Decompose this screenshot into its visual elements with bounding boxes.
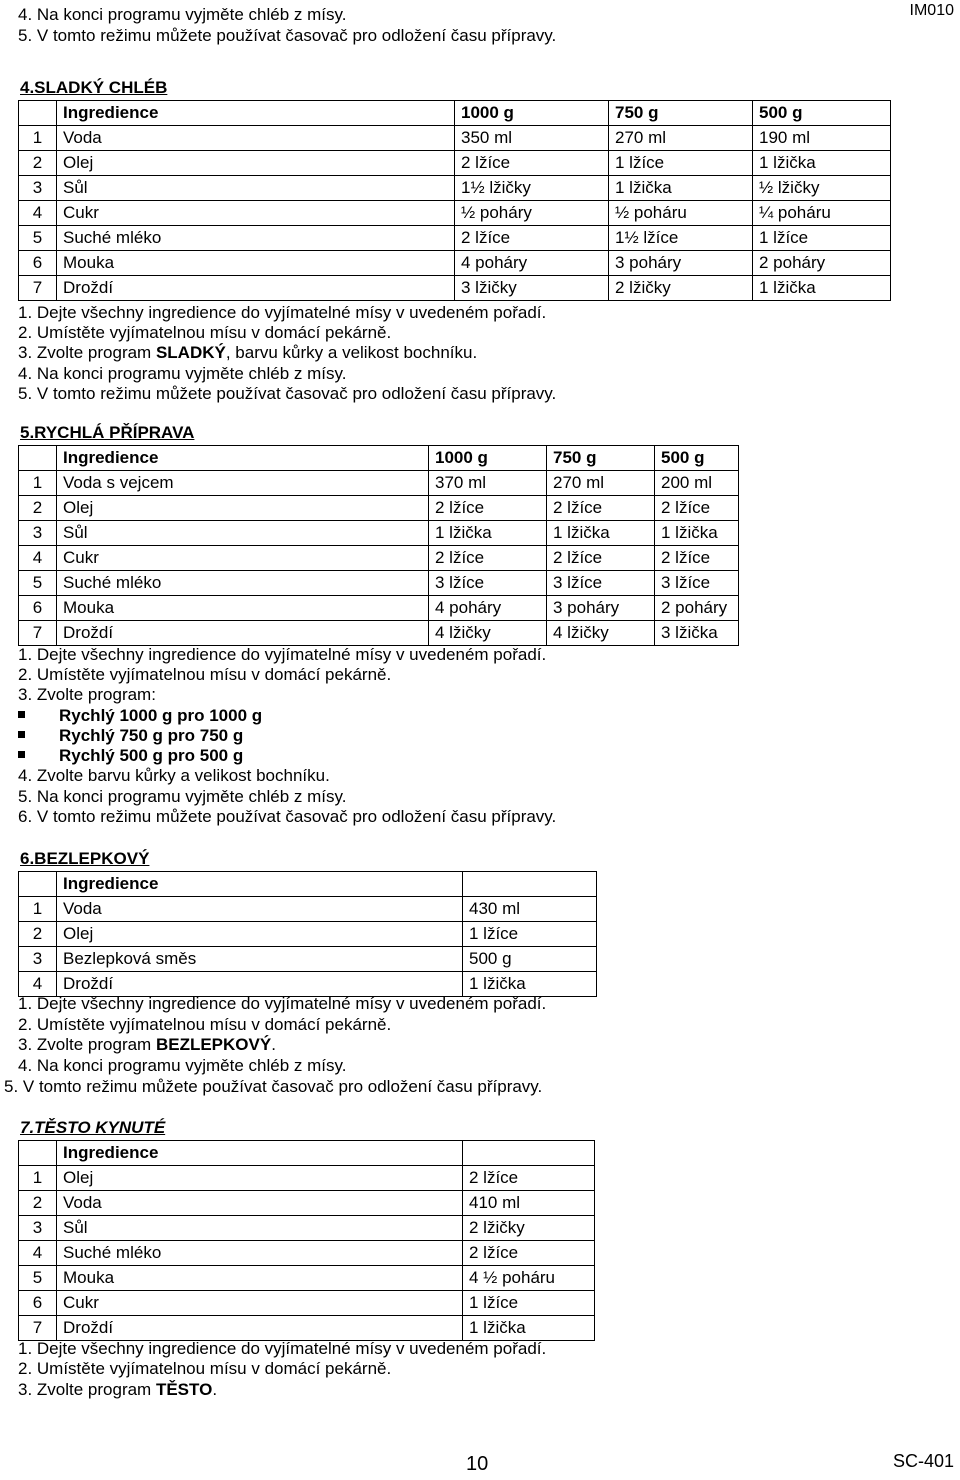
header-500g: 500 g (753, 101, 891, 126)
program-name: BEZLEPKOVÝ (155, 1035, 272, 1054)
table-row: 3 Sůl 1½ lžičky 1 lžička ½ lžičky (19, 176, 891, 201)
step-2: 2. Umístěte vyjímatelnou mísu v domácí pekárně. (18, 665, 392, 684)
step-1: 1. Dejte všechny ingredience do vyjímatelné mísy v uvedeném pořadí. (18, 1339, 547, 1358)
table-row: 3 Sůl 2 lžičky (19, 1216, 595, 1241)
table-row: 6 Cukr 1 lžíce (19, 1291, 595, 1316)
square-bullet-icon (18, 731, 25, 738)
square-bullet-icon (18, 751, 25, 758)
header-ingredients: Ingredience (57, 1141, 463, 1166)
section-title-quick: 5.RYCHLÁ PŘÍPRAVA (20, 423, 195, 442)
sweet-bread-table (18, 100, 891, 301)
section-title-dough: 7.TĚSTO KYNUTÉ (20, 1118, 166, 1137)
step-4: 4. Na konci programu vyjměte chléb z mísy. (18, 1056, 347, 1075)
table-row: 2 Olej 1 lžíce (19, 922, 597, 947)
header-500g: 500 g (655, 446, 739, 471)
table-row: 4 Cukr ½ poháry ½ poháru ¼ poháru (19, 201, 891, 226)
intro-step-4: 4. Na konci programu vyjměte chléb z mísy. (18, 5, 347, 24)
table-row: 4 Suché mléko 2 lžíce (19, 1241, 595, 1266)
table-row: 4 Droždí 1 lžička (19, 972, 597, 997)
square-bullet-icon (18, 711, 25, 718)
table-row: 5 Suché mléko 2 lžíce 1½ lžíce 1 lžíce (19, 226, 891, 251)
bullet-item: Rychlý 1000 g pro 1000 g (18, 706, 262, 726)
table-row: 1 Voda s vejcem 370 ml 270 ml 200 ml (19, 471, 739, 496)
step-2: 2. Umístěte vyjímatelnou mísu v domácí pekárně. (18, 323, 392, 342)
table-row: 2 Olej 2 lžíce 2 lžíce 2 lžíce (19, 496, 739, 521)
bullet-item: Rychlý 750 g pro 750 g (18, 726, 243, 746)
intro-step-5: 5. V tomto režimu můžete používat časovač pro odložení času přípravy. (18, 26, 557, 45)
step-3: 3. Zvolte program: (18, 685, 156, 704)
table-row: 4 Cukr 2 lžíce 2 lžíce 2 lžíce (19, 546, 739, 571)
table-row: 7 Droždí 3 lžičky 2 lžičky 1 lžička (19, 276, 891, 301)
model-code: SC-401 (892, 1451, 954, 1471)
table-row: 1 Olej 2 lžíce (19, 1166, 595, 1191)
header-750g: 750 g (609, 101, 753, 126)
table-row: 1 Voda 430 ml (19, 897, 597, 922)
table-header-row (19, 446, 739, 471)
step-4: 4. Zvolte barvu kůrky a velikost bochníku. (18, 766, 330, 785)
table-row: 3 Bezlepková směs 500 g (19, 947, 597, 972)
step-5: 5. V tomto režimu můžete používat časovač pro odložení času přípravy. (18, 384, 557, 403)
table-header-row (19, 872, 597, 897)
header-750g: 750 g (547, 446, 655, 471)
table-row: 3 Sůl 1 lžička 1 lžička 1 lžička (19, 521, 739, 546)
step-1: 1. Dejte všechny ingredience do vyjímatelné mísy v uvedeném pořadí. (18, 645, 547, 664)
table-row: 7 Droždí 1 lžička (19, 1316, 595, 1341)
header-ingredients: Ingredience (57, 872, 463, 897)
step-6: 6. V tomto režimu můžete používat časovač pro odložení času přípravy. (18, 807, 557, 826)
bullet-item: Rychlý 500 g pro 500 g (18, 746, 243, 766)
step-1: 1. Dejte všechny ingredience do vyjímatelné mísy v uvedeném pořadí. (18, 994, 547, 1013)
table-row: 6 Mouka 4 poháry 3 poháry 2 poháry (19, 251, 891, 276)
step-5: 5. V tomto režimu můžete používat časovač pro odložení času přípravy. (4, 1077, 543, 1096)
step-5: 5. Na konci programu vyjměte chléb z mísy. (18, 787, 347, 806)
gluten-free-table (18, 871, 597, 997)
header-1000g: 1000 g (429, 446, 547, 471)
table-row: 5 Mouka 4 ½ poháru (19, 1266, 595, 1291)
step-1: 1. Dejte všechny ingredience do vyjímatelné mísy v uvedeném pořadí. (18, 303, 547, 322)
table-row: 1 Voda 350 ml 270 ml 190 ml (19, 126, 891, 151)
document-code: IM010 (909, 2, 954, 19)
table-row: 2 Voda 410 ml (19, 1191, 595, 1216)
table-row: 7 Droždí 4 lžičky 4 lžičky 3 lžička (19, 621, 739, 646)
step-3: 3. Zvolte program SLADKÝ, barvu kůrky a velikost bochníku. (18, 343, 478, 362)
section-title-sweet-bread: 4.SLADKÝ CHLÉB (20, 78, 168, 97)
section-title-gluten-free: 6.BEZLEPKOVÝ (20, 849, 150, 868)
program-name: SLADKÝ (155, 343, 226, 362)
header-ingredients: Ingredience (57, 101, 455, 126)
step-2: 2. Umístěte vyjímatelnou mísu v domácí pekárně. (18, 1359, 392, 1378)
quick-table (18, 445, 739, 646)
step-3: 3. Zvolte program TĚSTO. (18, 1380, 218, 1399)
header-ingredients: Ingredience (57, 446, 429, 471)
program-name: TĚSTO (155, 1380, 213, 1399)
header-1000g: 1000 g (455, 101, 609, 126)
step-4: 4. Na konci programu vyjměte chléb z mísy. (18, 364, 347, 383)
step-3: 3. Zvolte program BEZLEPKOVÝ. (18, 1035, 276, 1054)
dough-table (18, 1140, 595, 1341)
step-2: 2. Umístěte vyjímatelnou mísu v domácí pekárně. (18, 1015, 392, 1034)
table-row: 5 Suché mléko 3 lžíce 3 lžíce 3 lžíce (19, 571, 739, 596)
table-header-row (19, 1141, 595, 1166)
table-row: 2 Olej 2 lžíce 1 lžíce 1 lžička (19, 151, 891, 176)
table-header-row (19, 101, 891, 126)
table-row: 6 Mouka 4 poháry 3 poháry 2 poháry (19, 596, 739, 621)
page-number: 10 (466, 1453, 489, 1475)
